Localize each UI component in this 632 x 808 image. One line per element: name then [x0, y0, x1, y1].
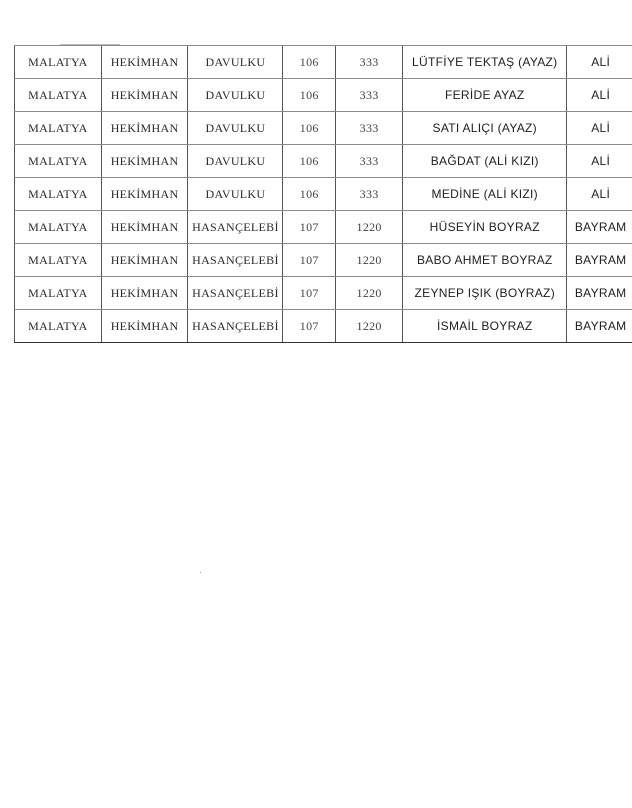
cell-page: 333: [336, 145, 403, 178]
cell-father: BAYRAM: [567, 277, 632, 310]
cell-volume: 107: [283, 244, 336, 277]
cell-volume: 107: [283, 211, 336, 244]
cell-province: MALATYA: [15, 145, 102, 178]
cell-name: BAĞDAT (ALİ KIZI): [403, 145, 567, 178]
cell-village: HASANÇELEBİ: [188, 310, 283, 343]
cell-father: ALİ: [567, 178, 632, 211]
cell-father: ALİ: [567, 79, 632, 112]
cell-province: MALATYA: [15, 277, 102, 310]
cell-province: MALATYA: [15, 79, 102, 112]
cell-name: İSMAİL BOYRAZ: [403, 310, 567, 343]
cell-province: MALATYA: [15, 310, 102, 343]
cell-page: 333: [336, 112, 403, 145]
cell-district: HEKİMHAN: [101, 46, 188, 79]
cell-village: DAVULKU: [188, 178, 283, 211]
cell-province: MALATYA: [15, 178, 102, 211]
scan-speck: [200, 572, 201, 573]
cell-province: MALATYA: [15, 244, 102, 277]
cell-province: MALATYA: [15, 46, 102, 79]
cell-father: ALİ: [567, 112, 632, 145]
table-row: [15, 310, 632, 343]
cell-village: DAVULKU: [188, 112, 283, 145]
cell-district: HEKİMHAN: [101, 211, 188, 244]
table-row: [15, 277, 632, 310]
cell-page: 333: [336, 46, 403, 79]
cell-volume: 106: [283, 112, 336, 145]
cell-district: HEKİMHAN: [101, 310, 188, 343]
cell-father: BAYRAM: [567, 244, 632, 277]
table-row: [15, 211, 632, 244]
cell-father: BAYRAM: [567, 310, 632, 343]
cell-village: HASANÇELEBİ: [188, 211, 283, 244]
cell-father: ALİ: [567, 145, 632, 178]
cell-district: HEKİMHAN: [101, 178, 188, 211]
cell-father: BAYRAM: [567, 211, 632, 244]
cell-village: DAVULKU: [188, 145, 283, 178]
cell-village: HASANÇELEBİ: [188, 244, 283, 277]
cell-province: MALATYA: [15, 112, 102, 145]
cell-district: HEKİMHAN: [101, 145, 188, 178]
cell-volume: 106: [283, 178, 336, 211]
cell-name: FERİDE AYAZ: [403, 79, 567, 112]
cell-name: SATI ALIÇI (AYAZ): [403, 112, 567, 145]
table-row: [15, 112, 632, 145]
cell-page: 1220: [336, 211, 403, 244]
cell-volume: 106: [283, 46, 336, 79]
cell-volume: 107: [283, 310, 336, 343]
cell-village: HASANÇELEBİ: [188, 277, 283, 310]
cell-village: DAVULKU: [188, 46, 283, 79]
cell-district: HEKİMHAN: [101, 79, 188, 112]
registry-table-body: [15, 46, 632, 343]
cell-name: HÜSEYİN BOYRAZ: [403, 211, 567, 244]
cell-volume: 106: [283, 145, 336, 178]
table-row: [15, 46, 632, 79]
cell-name: LÜTFİYE TEKTAŞ (AYAZ): [403, 46, 567, 79]
cell-village: DAVULKU: [188, 79, 283, 112]
cell-district: HEKİMHAN: [101, 244, 188, 277]
table-row: [15, 79, 632, 112]
cell-page: 1220: [336, 310, 403, 343]
cell-district: HEKİMHAN: [101, 277, 188, 310]
cell-page: 333: [336, 178, 403, 211]
table-row: [15, 178, 632, 211]
cell-father: ALİ: [567, 46, 632, 79]
cell-name: BABO AHMET BOYRAZ: [403, 244, 567, 277]
cell-province: MALATYA: [15, 211, 102, 244]
cell-name: ZEYNEP IŞIK (BOYRAZ): [403, 277, 567, 310]
cell-page: 1220: [336, 244, 403, 277]
cell-volume: 106: [283, 79, 336, 112]
table-row: [15, 244, 632, 277]
cell-volume: 107: [283, 277, 336, 310]
cell-district: HEKİMHAN: [101, 112, 188, 145]
cell-page: 333: [336, 79, 403, 112]
table-row: [15, 145, 632, 178]
cell-name: MEDİNE (ALİ KIZI): [403, 178, 567, 211]
registry-table: [14, 45, 632, 343]
cell-page: 1220: [336, 277, 403, 310]
